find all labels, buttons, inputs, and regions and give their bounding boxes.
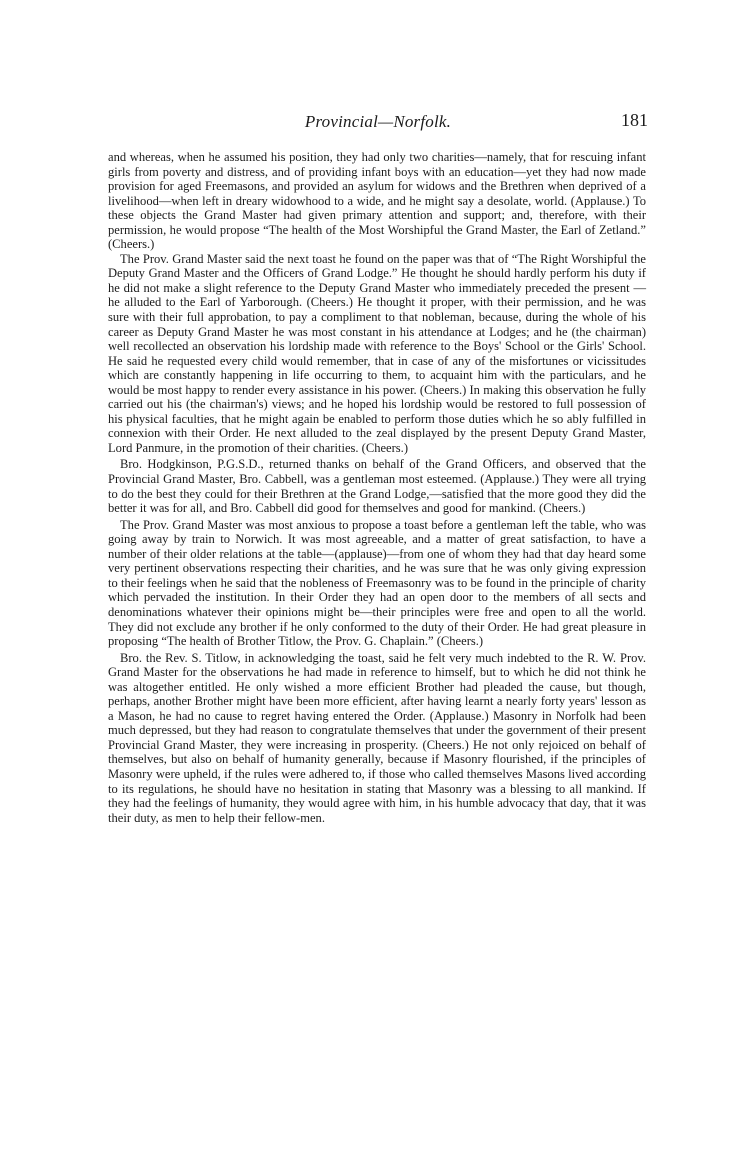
paragraph-deputy-grand-master-toast: The Prov. Grand Master said the next toast he found on the paper was that of “The Right Worshipful the Deputy Grand Master and the Officers of Grand Lodge.” He thought he should hardly perform his duty if he did not make a slight reference to the Deputy Grand Master who immediately preceded the present —he alluded to the Earl of Yarborough. (Cheers.) He thought it proper, with their permission, and he was sure with their full approbation, to pay a compliment to that nobleman, because, during the whole of his career as Deputy Grand Master he was most constant in his attendance at Lodges; and he (the chairman) well recollected an observation his lordship made with reference to the Boys' School or the Girls' School. He said he requested every child would remember, that in case of any of the misfortunes or vicissitudes which are constantly happening in life occurring to them, to acquaint him with the particulars, and he would be most happy to render every assistance in his power. (Cheers.) In making this observation he fully carried out his (the chairman's) views; and he hoped his lordship would be restored to full possession of his physical faculties, that he might again be enabled to perform those duties which he so ably fulfilled in connexion with their Order. He next alluded to the zeal displayed by the present Deputy Grand Master, Lord Panmure, in the promotion of their charities. (Cheers.) bbox=[108, 251, 646, 455]
page-number: 181 bbox=[621, 110, 648, 130]
body-text bbox=[108, 150, 646, 825]
page-header bbox=[108, 112, 648, 136]
paragraph-titlow-toast: The Prov. Grand Master was most anxious to propose a toast before a gentleman left the table, who was going away by train to Norwich. It was most agreeable, and a matter of great satisfaction, to have a number of their older relations at the table—(applause)—from one of whom they had that day heard some very pertinent observations respecting their charities, and he was sure that he was only giving expression to their feelings when he said that the nobleness of Freemasonry was to be found in the principle of charity which pervaded the institution. In their Order they had an open door to the members of all sects and denominations whatever their opinions might be—their principles were free and open to all the world. They did not exclude any brother if he only conformed to the duty of their Order. He had great pleasure in proposing “The health of Brother Titlow, the Prov. G. Chaplain.” (Cheers.) bbox=[108, 517, 646, 649]
running-head: Provincial—Norfolk. bbox=[304, 112, 452, 131]
paragraph-titlow-reply: Bro. the Rev. S. Titlow, in acknowledging the toast, said he felt very much indebted to the R. W. Prov. Grand Master for the observations he had made in reference to himself, but to which he did not think he was altogether entitled. He only wished a more efficient Brother had pleaded the cause, but though, perhaps, another Brother might have been more efficient, after having learnt a nearly forty years' lesson as a Mason, he had no cause to regret having entered the Order. (Applause.) Masonry in Norfolk had been much depressed, but they had reason to congratulate themselves that under the government of their present Provincial Grand Master, they were increasing in prosperity. (Cheers.) He not only rejoiced on behalf of themselves, but also on behalf of humanity generally, because if Masonry flourished, if the principles of Masonry were upheld, if the rules were adhered to, if those who called themselves Masons lived according to its regulations, he should have no hesitation in stating that Masonry was a blessing to all mankind. If they had the feelings of humanity, they would agree with him, in his humble advocacy that day, that it was their duty, as men to help their fellow-men. bbox=[108, 650, 646, 825]
paragraph-hodgkinson-reply: Bro. Hodgkinson, P.G.S.D., returned thanks on behalf of the Grand Officers, and observed that the Provincial Grand Master, Bro. Cabbell, was a gentleman most esteemed. (Applause.) They were all trying to do the best they could for their Brethren at the Grand Lodge,—satisfied that the more good they did the better it was for all, and Bro. Cabbell did good for themselves and good for mankind. (Cheers.) bbox=[108, 457, 646, 516]
paragraph-continued: and whereas, when he assumed his position, they had only two charities—namely, that for rescuing infant girls from poverty and distress, and of providing infant boys with an education—yet they had now made provision for aged Freemasons, and provided an asylum for widows and the Brethren when deprived of a livelihood—when left in dreary widowhood to a wide, and he might say a desolate, world. (Applause.) To these objects the Grand Master had given primary attention and support; and, therefore, with their permission, he would propose “The health of the Most Worshipful the Grand Master, the Earl of Zetland.” (Cheers.) bbox=[108, 150, 646, 252]
